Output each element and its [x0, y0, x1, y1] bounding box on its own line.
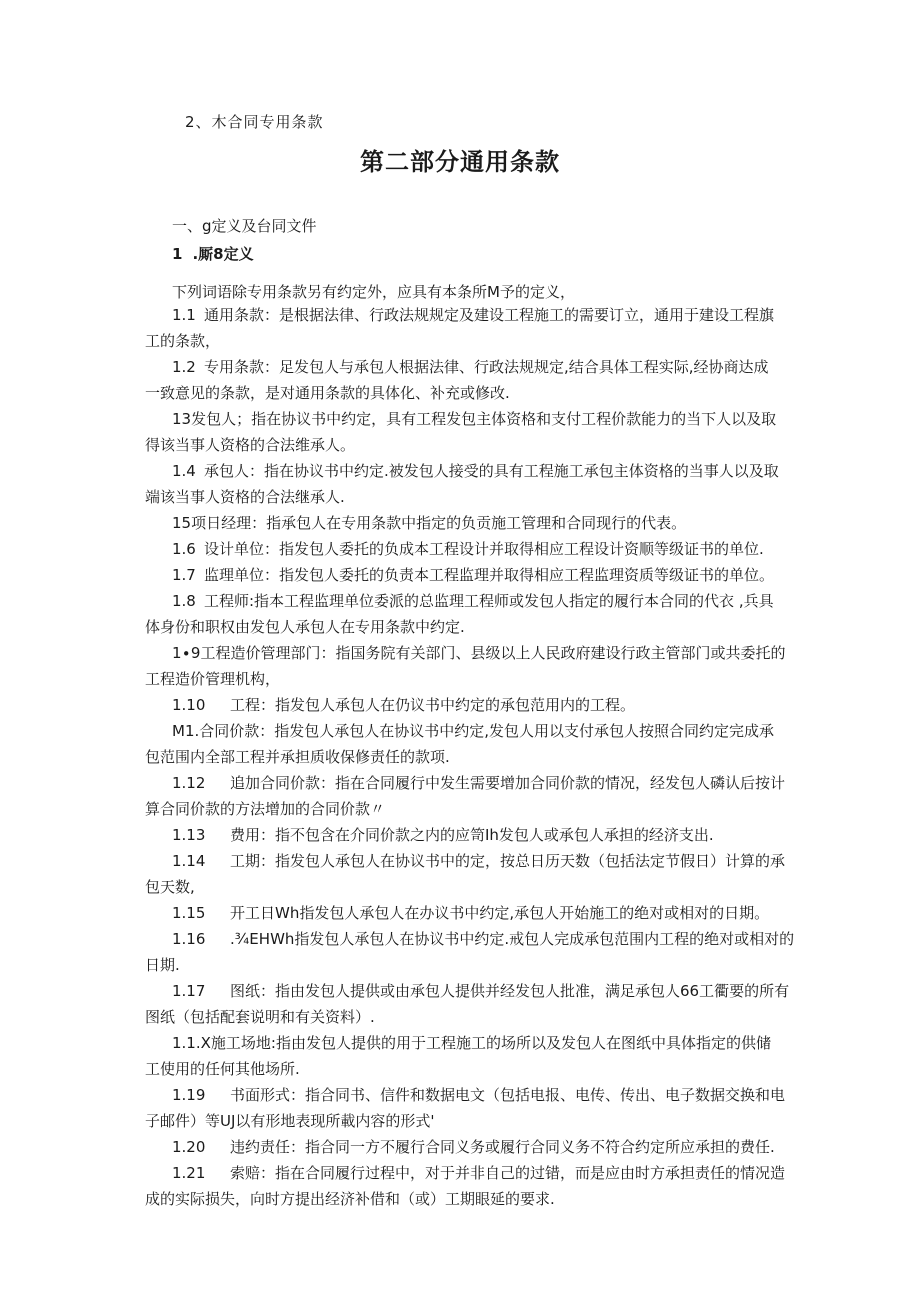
clause-item [145, 900, 790, 926]
clause-item [145, 406, 790, 458]
clause-first-line [145, 536, 790, 562]
clause-number: 1.17 [172, 982, 206, 1000]
clause-first-line [145, 588, 790, 614]
clause-item [145, 692, 790, 718]
clause-item [145, 1082, 790, 1134]
clause-first-line [145, 1082, 790, 1108]
clause-item [145, 1030, 790, 1082]
clause-first-line [145, 302, 790, 328]
clause-item [145, 536, 790, 562]
clause-text: 工程师:指本工程监理单位委派的总监理工程师或发包人指定的履行本合同的代衣 ,兵具 [204, 592, 774, 610]
clause-item [145, 822, 790, 848]
clause-first-line [145, 562, 790, 588]
clause-text: 专用条款：足发包人与承包人根据法律、行政法规规定,结合具体工程实际,经协商达成 [204, 358, 769, 376]
clause-text: 费用：指不包含在介同价款之内的应笥Ih发包人或承包人承担的经济支出. [230, 826, 714, 844]
subsection-label: .厮8定义 [192, 245, 254, 263]
clause-number: 1.19 [172, 1086, 206, 1104]
clause-first-line: 1∙9工程造价管理部门：指国务院有关部门、县级以上人民政府建设行政主管部门或共委托的 [172, 644, 786, 662]
clause-first-line [145, 770, 790, 796]
clause-first-line [145, 822, 790, 848]
clause-number: 1.14 [172, 852, 206, 870]
clause-number: 1.1 [172, 306, 196, 324]
clause-text: 违约责任：指合同一方不履行合同义务或履行合同义务不符合约定所应承担的费任. [230, 1138, 775, 1156]
clause-text: 设计单位：指发包人委托的负成本工程设计并取得相应工程设计资顺等级证书的单位. [204, 540, 764, 558]
clause-text: 索赔：指在合同履行过程中，对于并非自己的过错，而是应由时方承担责任的情况造 [230, 1164, 786, 1182]
clause-continuation-line: 图纸（包括配套说明和有关资料）. [145, 1008, 375, 1026]
clause-continuation-line: 成的实际损失，向时方提出经济补借和（或）工期眼延的要求. [145, 1190, 555, 1208]
clause-item [145, 588, 790, 640]
clause-item [145, 458, 790, 510]
clause-item [145, 926, 795, 978]
clause-item [145, 302, 790, 354]
toc-line: 2、木合同专用条款 [185, 113, 324, 131]
clause-continuation-line: 包天数, [145, 878, 195, 896]
clause-number: 1.10 [172, 696, 206, 714]
clause-number: 1.4 [172, 462, 196, 480]
clause-first-line [145, 458, 790, 484]
clause-text: 开工日Wh指发包人承包人在办议书中约定,承包人开始施工的绝对或相对的日期。 [230, 904, 770, 922]
clause-number: 1.20 [172, 1138, 206, 1156]
clause-number: 1.21 [172, 1164, 206, 1182]
clause-text: 工期：指发包人承包人在协议书中的定，按总日历天数（包括法定节假日）计算的承 [230, 852, 786, 870]
clause-item [145, 562, 790, 588]
clause-continuation-line: 得该当事人资格的合法维承人。 [145, 436, 356, 454]
clause-first-line [145, 1160, 790, 1186]
clause-text: 承包人：指在协议书中约定.被发包人接受的具有工程施工承包主体资格的当事人以及取 [204, 462, 779, 480]
clause-continuation-line: 体身份和职权由发包人承包人在专用条款中约定. [145, 618, 465, 636]
clause-continuation-line: 子邮件）等UJ以有形地表现所載内容的形式' [145, 1112, 435, 1130]
clause-number: 1.6 [172, 540, 196, 558]
clause-item [145, 848, 790, 900]
clause-item [145, 1134, 790, 1160]
clause-item [145, 640, 790, 692]
subsection-number: 1 [172, 245, 183, 263]
clause-first-line [145, 978, 790, 1004]
clause-text: 工程：指发包人承包人在仍议书中约定的承包范用内的工程。 [230, 696, 636, 714]
clause-item [145, 1160, 790, 1212]
clause-continuation-line: 包范围内全部工程并承担质收保修责任的款项. [145, 748, 450, 766]
clause-text: 追加合同价款：指在合同履行中发生需要增加合同价款的情况，经发包人磷认后按计 [230, 774, 786, 792]
clause-first-line [145, 900, 790, 926]
clause-continuation-line: 一致意见的条款，是对通用条款的具体化、补充或修改. [145, 384, 510, 402]
section-heading: 一、g定义及台同文件 [172, 217, 317, 235]
clause-text: 书面形式：指合同书、信件和数据电文（包括电报、电传、传出、电子数据交换和电 [230, 1086, 786, 1104]
clause-continuation-line: 工的条款， [145, 332, 221, 350]
clause-continuation-line: 工程造价管理机构， [145, 670, 281, 688]
clause-first-line: 13发包人；指在协议书中约定，具有工程发包主体资格和支付工程价款能力的当下人以及取 [172, 410, 777, 428]
clause-number: 1.16 [172, 930, 206, 948]
clause-text: 图纸：指由发包人提供或由承包人提供并经发包人批准，满足承包人66工衢要的所有 [230, 982, 790, 1000]
clause-number: 1.15 [172, 904, 206, 922]
clause-first-line: 1.1.X施工场地:指由发包人提供的用于工程施工的场所以及发包人在图纸中具体指定的供储 [172, 1034, 771, 1052]
clause-first-line: M1.合同价款：指发包人承包人在协议书中约定,发包人用以支付承包人按照合同约定完成承 [172, 722, 775, 740]
clause-first-line [145, 692, 790, 718]
clause-continuation-line: 端该当事人资格的合法继承人. [145, 488, 345, 506]
clause-item [145, 718, 790, 770]
intro-paragraph: 下列词语除专用条款另有约定外，应具有本条所M予的定义， [172, 283, 575, 301]
subsection-heading [172, 244, 254, 264]
clause-item [145, 770, 790, 822]
clause-text: 通用条款：是根据法律、行政法规规定及建设工程施工的需要订立，通用于建设工程旗 [204, 306, 775, 324]
page-title: 第二部分通用条款 [360, 147, 560, 176]
clause-first-line [145, 926, 795, 952]
clause-number: 1.13 [172, 826, 206, 844]
clause-text: 监理单位：指发包人委托的负责本工程监理并取得相应工程监理资质等级证书的单位。 [204, 566, 775, 584]
clause-first-line [145, 354, 790, 380]
clause-number: 1.2 [172, 358, 196, 376]
clause-first-line: 15项日经理：指承包人在专用条款中指定的负贡施工管理和合同现行的代表。 [172, 514, 687, 532]
clause-number: 1.8 [172, 592, 196, 610]
clause-list [145, 302, 795, 1212]
clause-item [145, 978, 790, 1030]
clause-item [145, 510, 790, 536]
clause-continuation-line: 日期. [145, 956, 180, 974]
clause-continuation-line: 工使用的任何其他场所. [145, 1060, 300, 1078]
clause-text: .¾EHWh指发包人承包人在协议书中约定.戒包人完成承包范围内工程的绝对或相对的 [230, 930, 795, 948]
clause-item [145, 354, 790, 406]
clause-first-line [145, 848, 790, 874]
clause-first-line [145, 1134, 790, 1160]
clause-continuation-line: 算合同价款的方法增加的合同价款〃 [145, 800, 386, 818]
clause-number: 1.7 [172, 566, 196, 584]
clause-number: 1.12 [172, 774, 206, 792]
